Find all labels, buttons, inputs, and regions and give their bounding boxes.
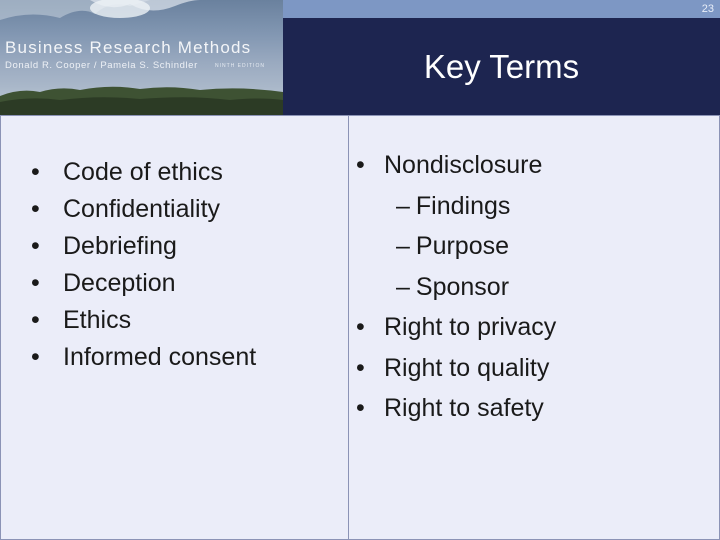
slide-title: Key Terms — [423, 48, 580, 85]
bullet-icon: • — [31, 158, 40, 186]
right-terms-list — [349, 145, 556, 429]
list-item: • Informed consent — [1, 339, 256, 376]
left-terms-panel — [0, 115, 349, 540]
bullet-icon: • — [356, 353, 365, 382]
list-item: • Right to quality — [349, 348, 556, 389]
book-title: Business Research Methods — [5, 38, 252, 57]
bullet-icon: • — [31, 195, 40, 223]
sub-list-item: – Sponsor — [396, 272, 510, 301]
book-banner-image — [0, 0, 283, 115]
dash-icon: – — [396, 232, 410, 260]
dash-icon: – — [396, 272, 410, 301]
list-item: • Deception — [1, 265, 256, 302]
bullet-icon: • — [31, 343, 40, 371]
bullet-icon: • — [31, 306, 40, 334]
left-terms-list — [1, 154, 256, 376]
list-item: • Right to safety — [349, 388, 556, 429]
list-item: • Right to privacy — [349, 307, 556, 348]
title-bar — [283, 18, 720, 115]
bullet-icon: • — [356, 151, 365, 179]
top-accent-strip — [283, 0, 720, 18]
book-edition: NINTH EDITION — [215, 63, 265, 69]
list-item: • Debriefing — [1, 228, 256, 265]
slide-number: 23 — [701, 3, 714, 15]
bullet-icon: • — [356, 313, 365, 341]
right-terms-panel — [348, 115, 720, 540]
bullet-icon: • — [31, 232, 40, 260]
list-item: • Confidentiality — [1, 191, 256, 228]
bullet-icon: • — [356, 394, 365, 422]
bullet-icon: • — [31, 269, 40, 297]
list-item: • Code of ethics — [1, 154, 256, 191]
list-item-nondisclosure: • Nondisclosure — [349, 145, 556, 186]
book-authors: Donald R. Cooper / Pamela S. Schindler — [5, 60, 198, 71]
dash-icon: – — [396, 191, 410, 220]
list-item: • Ethics — [1, 302, 256, 339]
sub-list-item: – Purpose — [396, 232, 510, 260]
sub-list-item: – Findings — [396, 191, 511, 220]
